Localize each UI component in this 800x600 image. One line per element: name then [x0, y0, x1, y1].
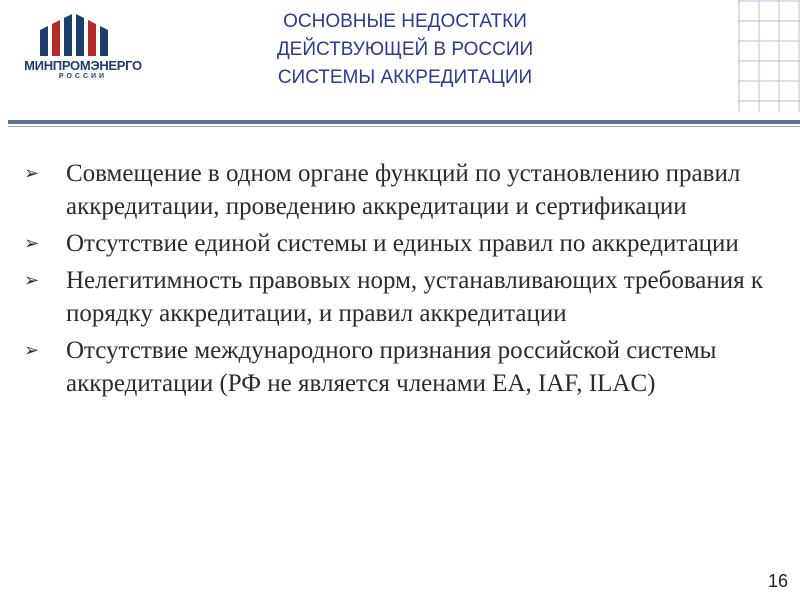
logo-subtitle: РОССИИ	[58, 73, 108, 80]
building-emblem-icon	[36, 10, 116, 56]
bullet-list	[24, 157, 784, 404]
list-item	[24, 227, 784, 260]
ministry-logo	[8, 10, 158, 90]
arrowhead-icon: ➢	[24, 233, 40, 254]
logo-name: МИНПРОМЭНЕРГО	[24, 58, 142, 73]
list-item	[24, 334, 784, 400]
title-line: ОСНОВНЫЕ НЕДОСТАТКИ	[283, 11, 527, 32]
list-item-text: Отсутствие единой системы и единых правил по аккредитации	[66, 230, 739, 257]
title-line: СИСТЕМЫ АККРЕДИТАЦИИ	[277, 67, 533, 88]
grid-decoration	[738, 0, 800, 112]
title-line: ДЕЙСТВУЮЩЕЙ В РОССИИ	[276, 39, 534, 60]
list-item	[24, 157, 784, 223]
header-divider	[8, 120, 800, 124]
list-item-text: Отсутствие международного признания российской системы аккредитации (РФ не является членами EA, IAF, ILAC)	[66, 337, 717, 397]
header-divider-thin	[8, 126, 800, 127]
list-item-text: Нелегитимность правовых норм, устанавливающих требования к порядку аккредитации, и правил аккредитации	[66, 267, 764, 327]
page-number: 16	[767, 571, 788, 591]
page-title	[200, 8, 610, 92]
list-item-text: Совмещение в одном органе функций по установлению правил аккредитации, проведению аккредитации и сертификации	[66, 160, 741, 220]
arrowhead-icon: ➢	[24, 270, 40, 291]
arrowhead-icon: ➢	[24, 163, 40, 184]
arrowhead-icon: ➢	[24, 340, 40, 361]
list-item	[24, 264, 784, 330]
